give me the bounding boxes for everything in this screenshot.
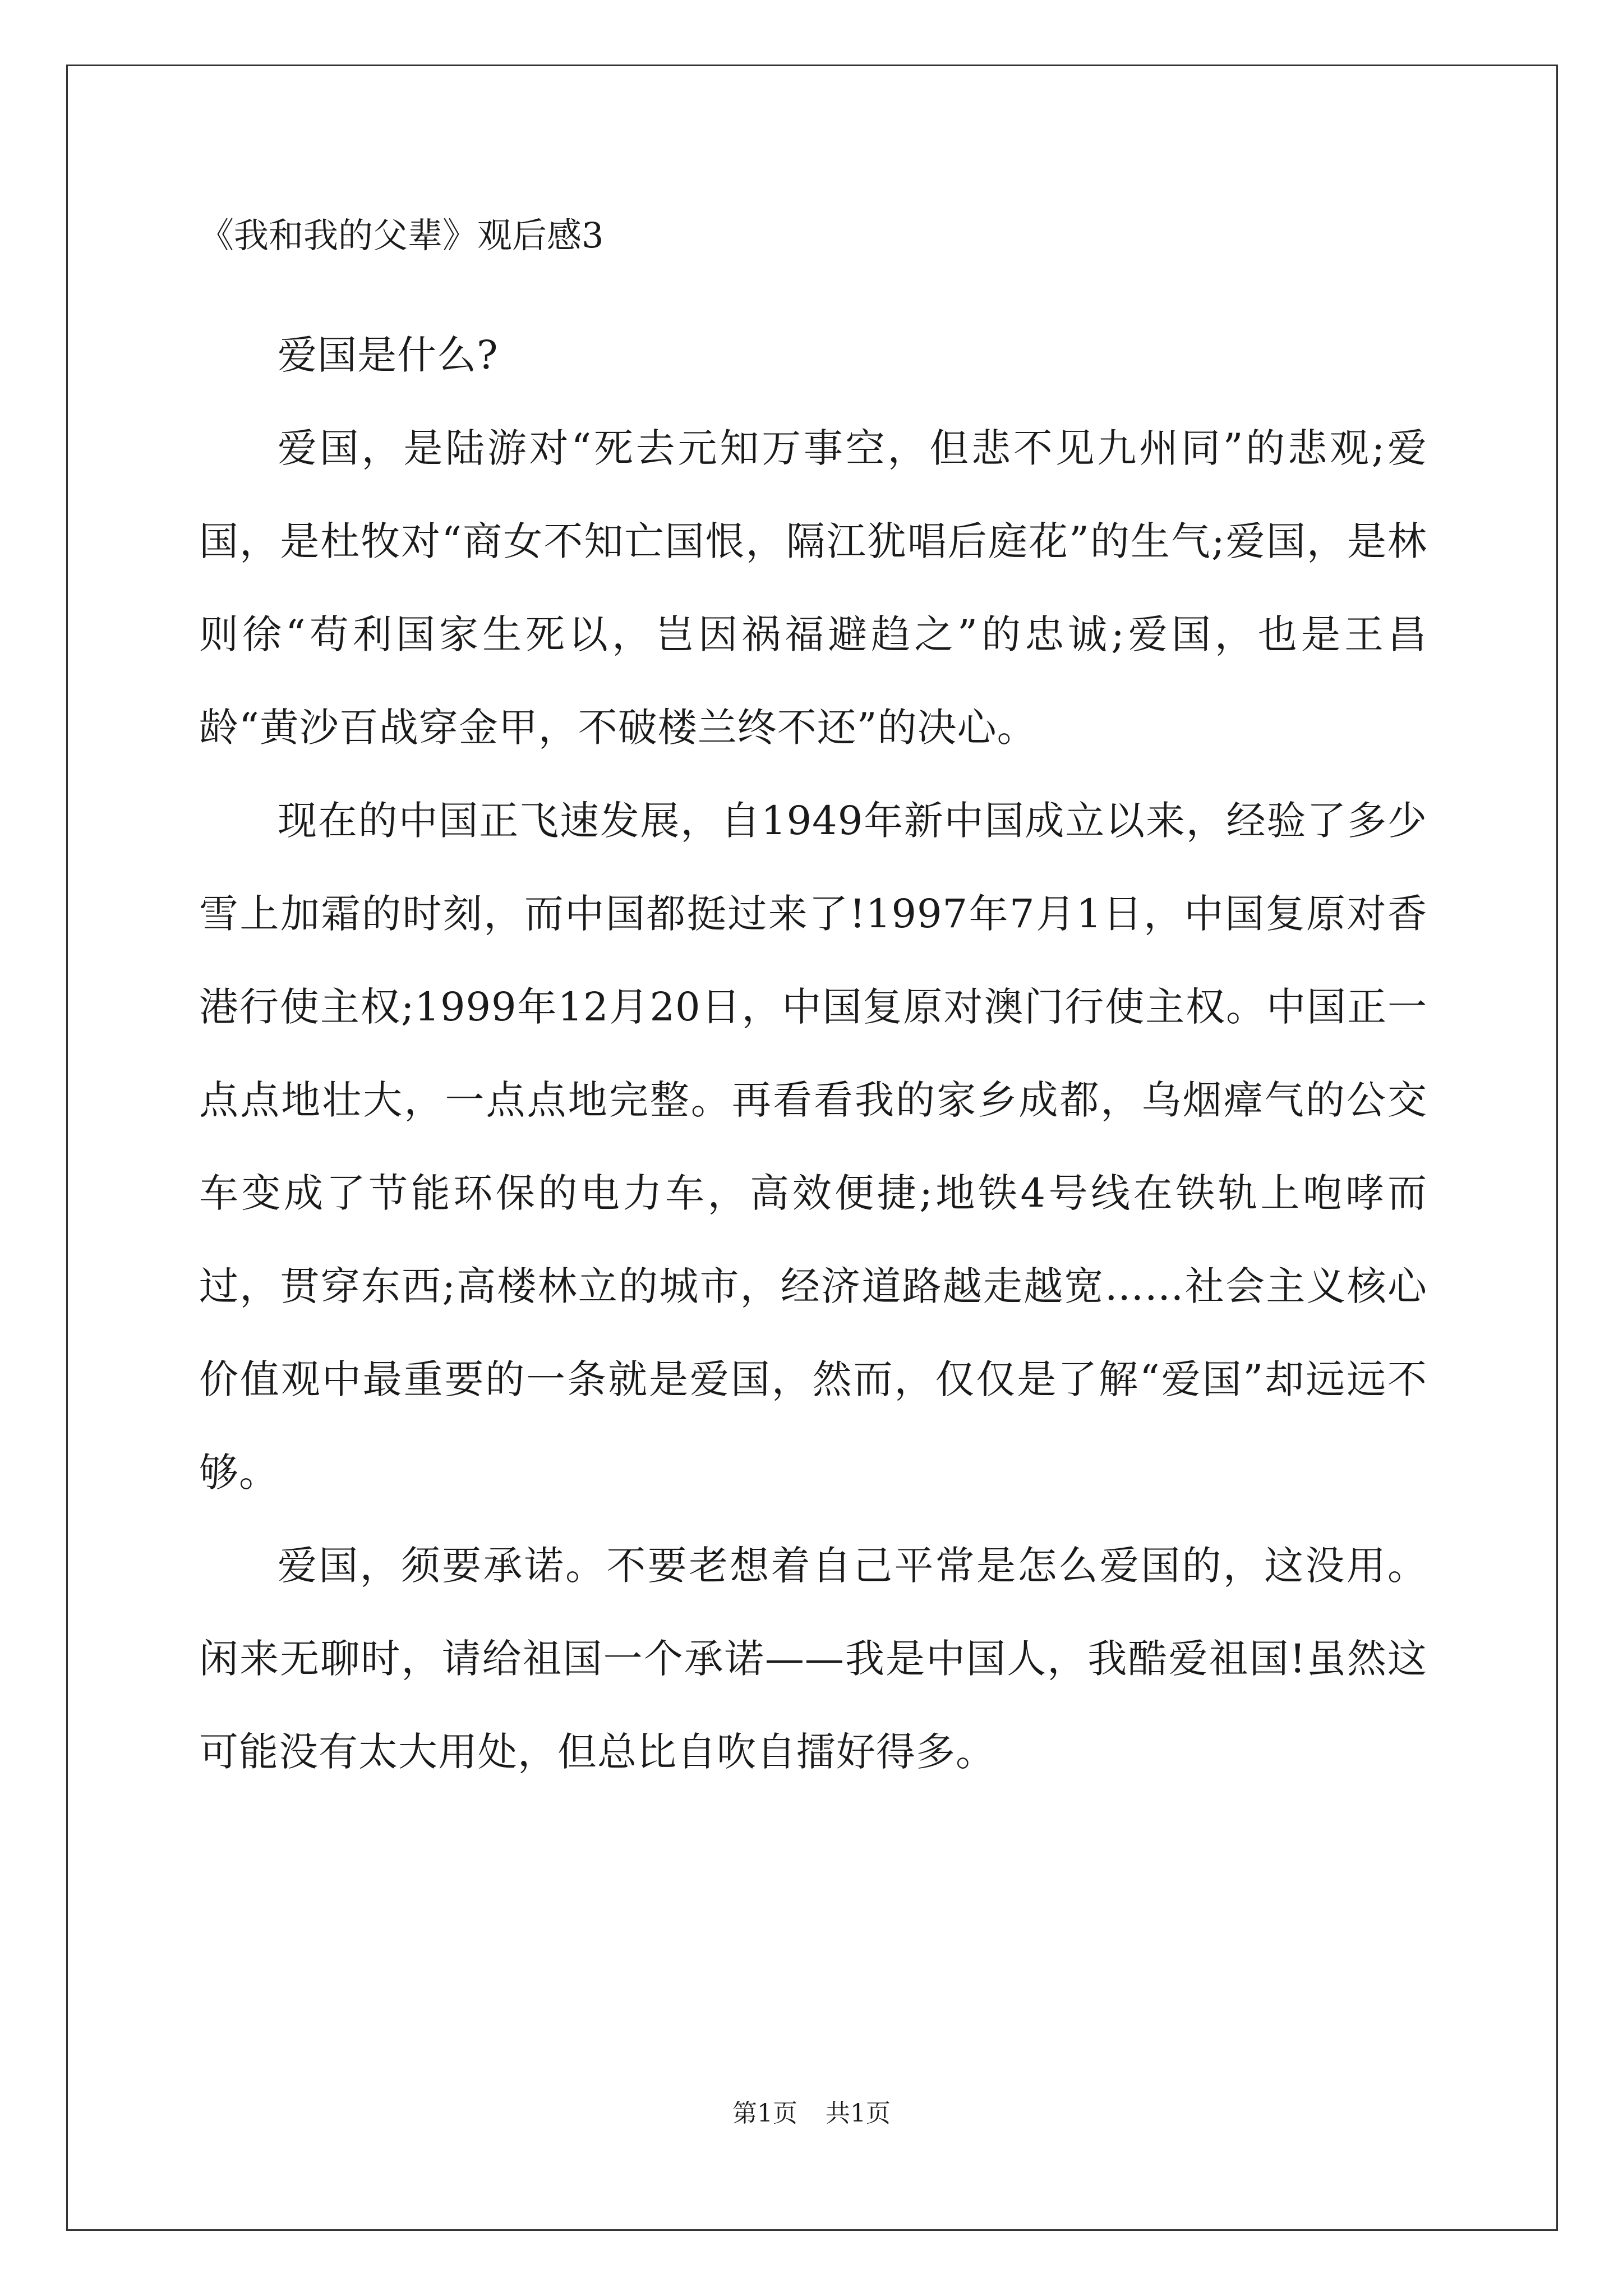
document-title: 《我和我的父辈》观后感3	[199, 215, 604, 256]
paragraph-development: 现在的中国正飞速发展，自1949年新中国成立以来，经验了多少雪上加霜的时刻，而中国都挺过来了!1997年7月1日，中国复原对香港行使主权;1999年12月20日，中国复原对澳门行使主权。中国正一点点地壮大，一点点地完整。再看看我的家乡成都，乌烟瘴气的公交车变成了节能环保的电力车，高效便捷;地铁4号线在铁轨上咆哮而过，贯穿东西;高楼林立的城市，经济道路越走越宽……社会主义核心价值观中最重要的一条就是爱国，然而，仅仅是了解“爱国”却远远不够。	[199, 798, 1427, 1496]
paragraph-question: 爱国是什么?	[278, 332, 499, 378]
paragraph-poems: 爱国，是陆游对“死去元知万事空，但悲不见九州同”的悲观;爱国，是杜牧对“商女不知亡国恨，隔江犹唱后庭花”的生气;爱国，是林则徐“苟利国家生死以，岂因祸福避趋之”的忠诚;爱国，也是王昌龄“黄沙百战穿金甲，不破楼兰终不还”的决心。	[199, 425, 1427, 751]
page-footer	[0, 2097, 1623, 2131]
page-number-total: 共1页	[826, 2099, 891, 2128]
paragraph-promise: 爱国，须要承诺。不要老想着自己平常是怎么爱国的，这没用。闲来无聊时，请给祖国一个承诺——我是中国人，我酷爱祖国!虽然这可能没有太大用处，但总比自吹自擂好得多。	[199, 1543, 1427, 1775]
page-number-current: 第1页	[732, 2099, 797, 2128]
document-body	[199, 213, 1427, 1798]
